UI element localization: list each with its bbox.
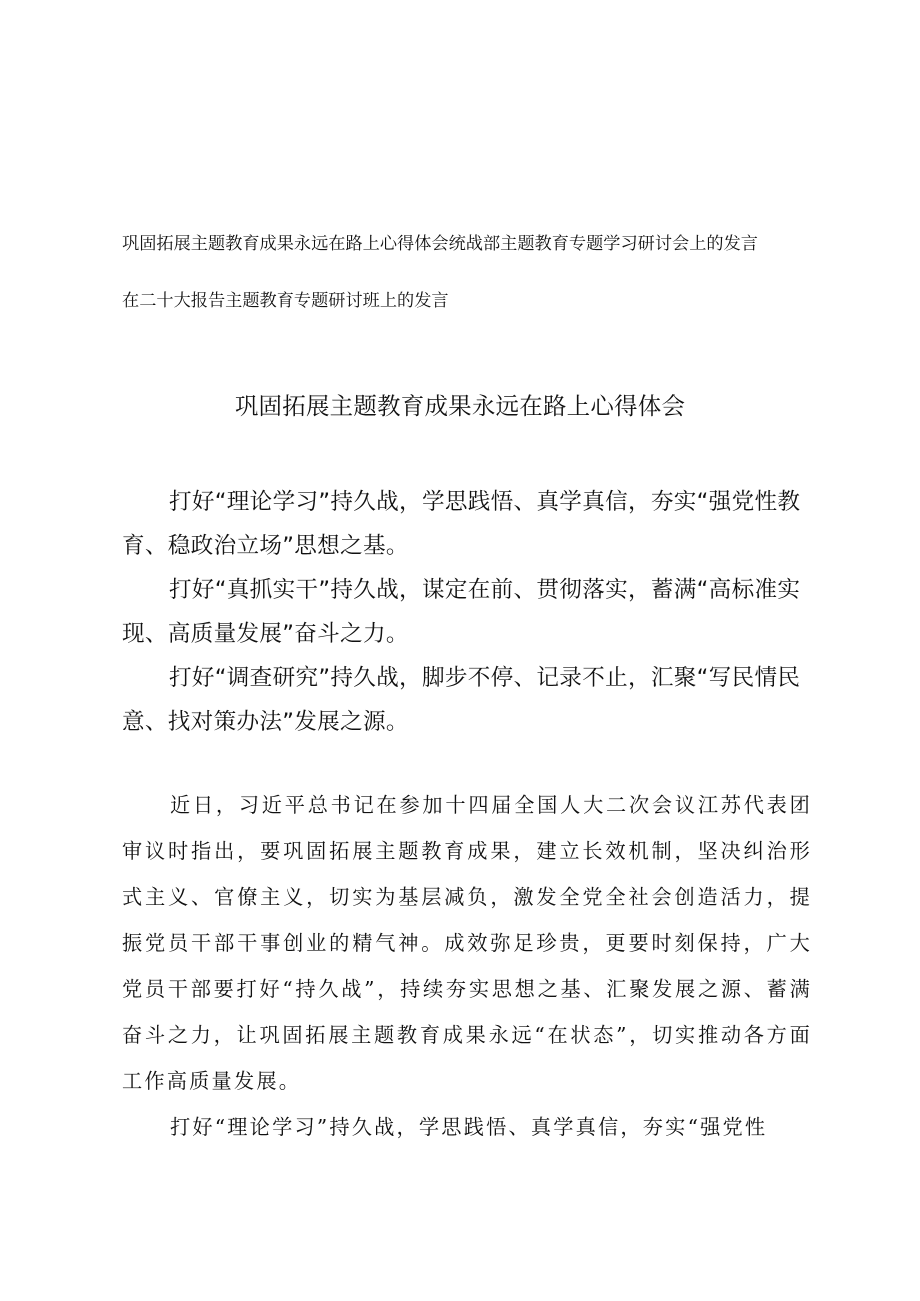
related-article-title: 巩固拓展主题教育成果永远在路上心得体会统战部主题教育专题学习研讨会上的发言 [122,234,758,254]
summary-point: 打好“调查研究”持久战，脚步不停、记录不止，汇聚“写民情民意、找对策办法”发展之源。 [122,665,801,735]
document-title: 巩固拓展主题教育成果永远在路上心得体会 [234,392,686,420]
body-paragraph: 打好“理论学习”持久战，学思践悟、真学真信，夯实“强党性 [170,1115,768,1139]
document-body [122,782,812,1150]
summary-point: 打好“真抓实干”持久战，谋定在前、贯彻落实，蓄满“高标准实现、高质量发展”奋斗之力。 [122,577,801,647]
summary-point: 打好“理论学习”持久战，学思践悟、真学真信，夯实“强党性教育、稳政治立场”思想之基。 [122,489,801,559]
related-article-title: 在二十大报告主题教育专题研讨班上的发言 [122,291,449,311]
summary-points [122,480,812,744]
body-paragraph: 近日，习近平总书记在参加十四届全国人大二次会议江苏代表团审议时指出，要巩固拓展主题教育成果，建立长效机制，坚决纠治形式主义、官僚主义，切实为基层减负，激发全党全社会创造活力，提振党员干部干事创业的精气神。成效弥足珍贵，更要时刻保持，广大党员干部要打好“持久战”，持续夯实思想之基、汇聚发展之源、蓄满奋斗之力，让巩固拓展主题教育成果永远“在状态”，切实推动各方面工作高质量发展。 [122,793,812,1093]
related-articles-list [122,230,822,315]
